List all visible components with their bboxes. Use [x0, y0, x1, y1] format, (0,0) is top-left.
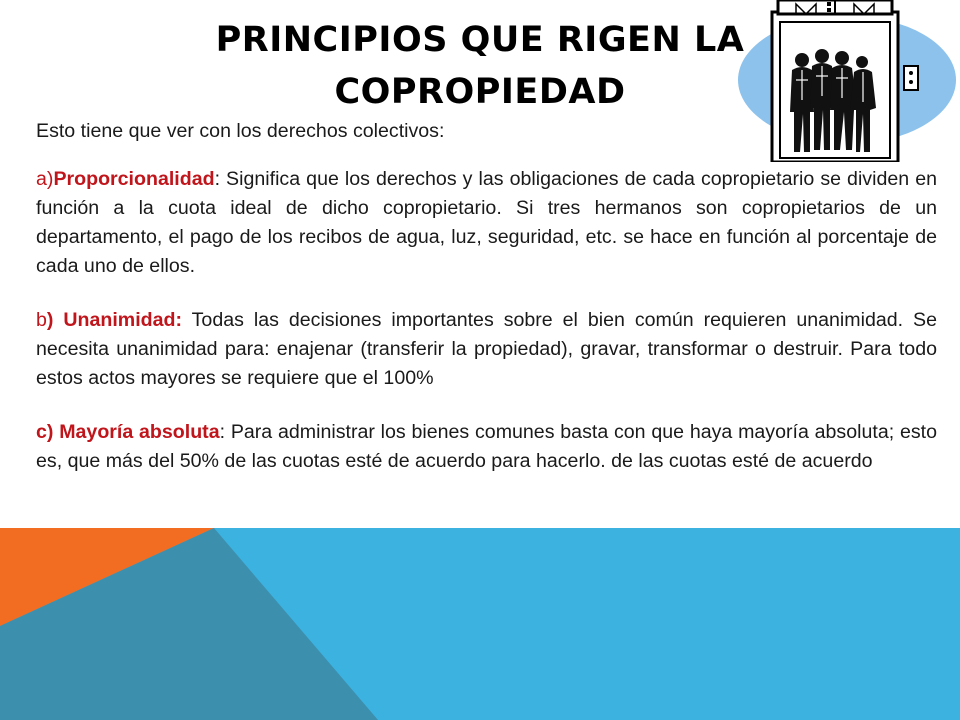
prefix-a: a) [36, 168, 54, 190]
label-proporcionalidad: Proporcionalidad [53, 168, 215, 190]
title-line-1: PRINCIPIOS QUE RIGEN LA [215, 20, 745, 60]
title-line-2: COPROPIEDAD [334, 72, 626, 112]
text-unanimidad: Todas las decisiones importantes sobre el bien común requieren unanimidad. Se necesita unanimidad para: enajenar (transferir la propiedad), gravar, transformar o destruir. Para todo estos actos mayores se requiere que el 100% [36, 309, 937, 389]
intro-text: Esto tiene que ver con los derechos colectivos: [36, 120, 445, 142]
paragraph-proporcionalidad [36, 165, 937, 281]
prefix-b: b [36, 309, 47, 331]
paragraph-unanimidad [36, 306, 937, 393]
text-proporcionalidad: : Significa que los derechos y las obligaciones de cada copropietario se dividen en función a la cuota ideal de dicho copropietario. Si tres hermanos son copropietarios de un departamento, el pago de los recibos de agua, luz, seguridad, etc. se hace en función al porcentaje de cada uno de ellos. [36, 168, 937, 277]
decorative-bottom-band [0, 528, 960, 720]
paragraph-mayoria [36, 418, 937, 476]
slide-body [36, 117, 937, 501]
text-mayoria: : Para administrar los bienes comunes basta con que haya mayoría absoluta; esto es, que más del 50% de las cuotas esté de acuerdo para hacerlo. de las cuotas esté de acuerdo [36, 421, 937, 472]
slide-title [180, 14, 780, 118]
label-unanimidad: ) Unanimidad: [46, 309, 183, 331]
label-mayoria: c) Mayoría absoluta [36, 421, 220, 443]
